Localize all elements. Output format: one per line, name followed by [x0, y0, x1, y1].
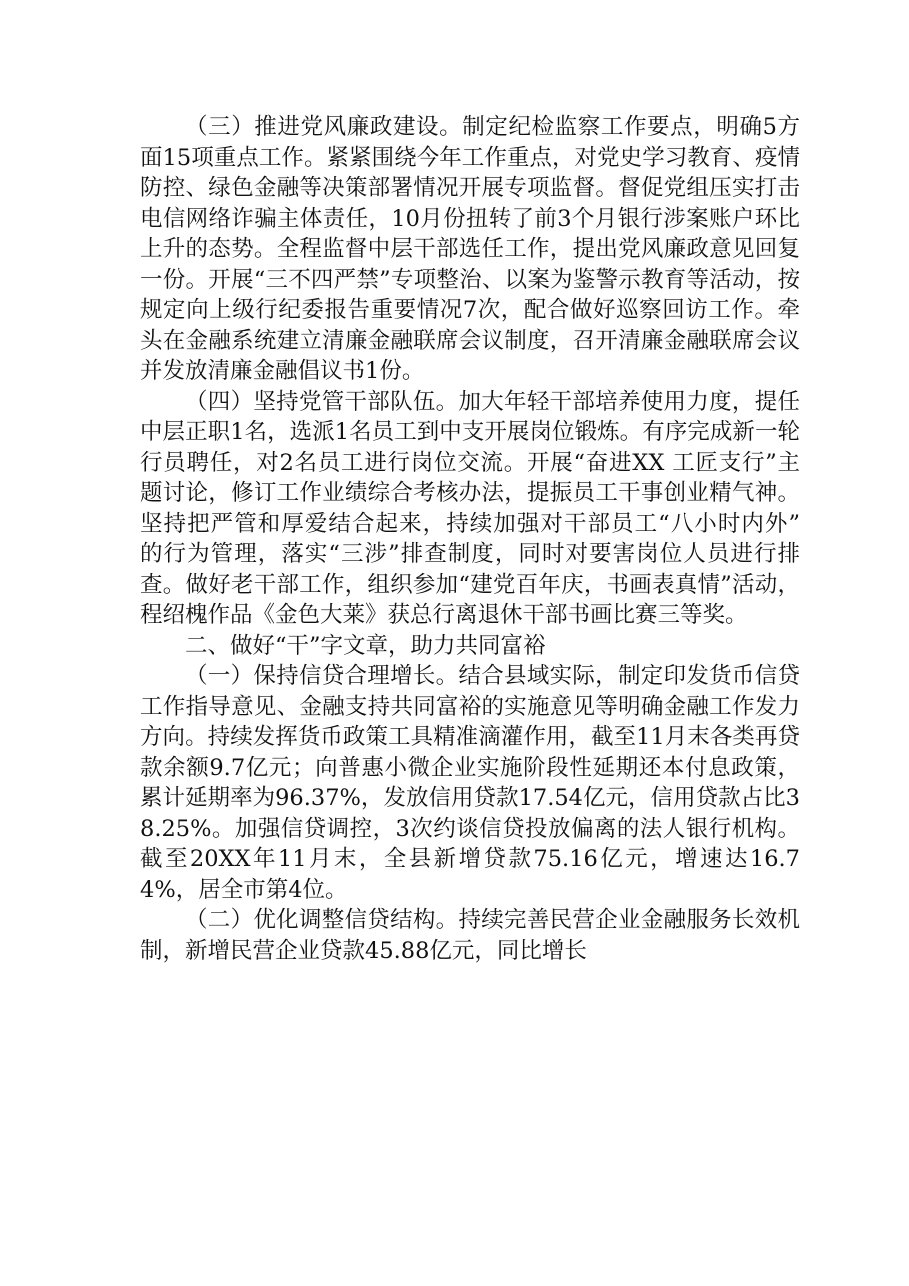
paragraph-subsection-1: （一）保持信贷合理增长。结合县域实际，制定印发货币信贷工作指导意见、金融支持共同富裕的实施意见等明确金融工作发力方向。持续发挥货币政策工具精准滴灌作用，截至11月末各类再贷款余额9.7亿元；向普惠小微企业实施阶段性延期还本付息政策，累计延期率为96.37%，发放信用贷款17.54亿元，信用贷款占比38.25%。加强信贷调控，3次约谈信贷投放偏离的法人银行机构。截至20XX年11月末，全县新增贷款75.16亿元，增速达16.74%，居全市第4位。: [140, 663, 800, 903]
document-page: [140, 112, 800, 966]
paragraph-section-3: （三）推进党风廉政建设。制定纪检监察工作要点，明确5方面15项重点工作。紧紧围绕今年工作重点，对党史学习教育、疫情防控、绿色金融等决策部署情况开展专项监督。督促党组压实打击电信网络诈骗主体责任，10月份扭转了前3个月银行涉案账户环比上升的态势。全程监督中层干部选任工作，提出党风廉政意见回复一份。开展“三不四严禁”专项整治、以案为鉴警示教育等活动，按规定向上级行纪委报告重要情况7次，配合做好巡察回访工作。牵头在金融系统建立清廉金融联席会议制度，召开清廉金融联席会议并发放清廉金融倡议书1份。: [140, 114, 800, 384]
paragraph-section-4: （四）坚持党管干部队伍。加大年轻干部培养使用力度，提任中层正职1名，选派1名员工到中支开展岗位锻炼。有序完成新一轮行员聘任，对2名员工进行岗位交流。开展“奋进XX 工匠支行”主题讨论，修订工作业绩综合考核办法，提振员工干事创业精气神。坚持把严管和厚爱结合起来，持续加强对干部员工“八小时内外” 的行为管理，落实“三涉”排查制度，同时对要害岗位人员进行排查。做好老干部工作，组织参加“建党百年庆，书画表真情”活动，程绍槐作品《金色大莱》获总行离退休干部书画比赛三等奖。: [140, 388, 800, 628]
paragraph-subsection-2: （二）优化调整信贷结构。持续完善民营企业金融服务长效机制，新增民营企业贷款45.88亿元，同比增长: [140, 907, 800, 964]
section-heading-2: 二、做好“干”字文章，助力共同富裕: [185, 632, 546, 659]
